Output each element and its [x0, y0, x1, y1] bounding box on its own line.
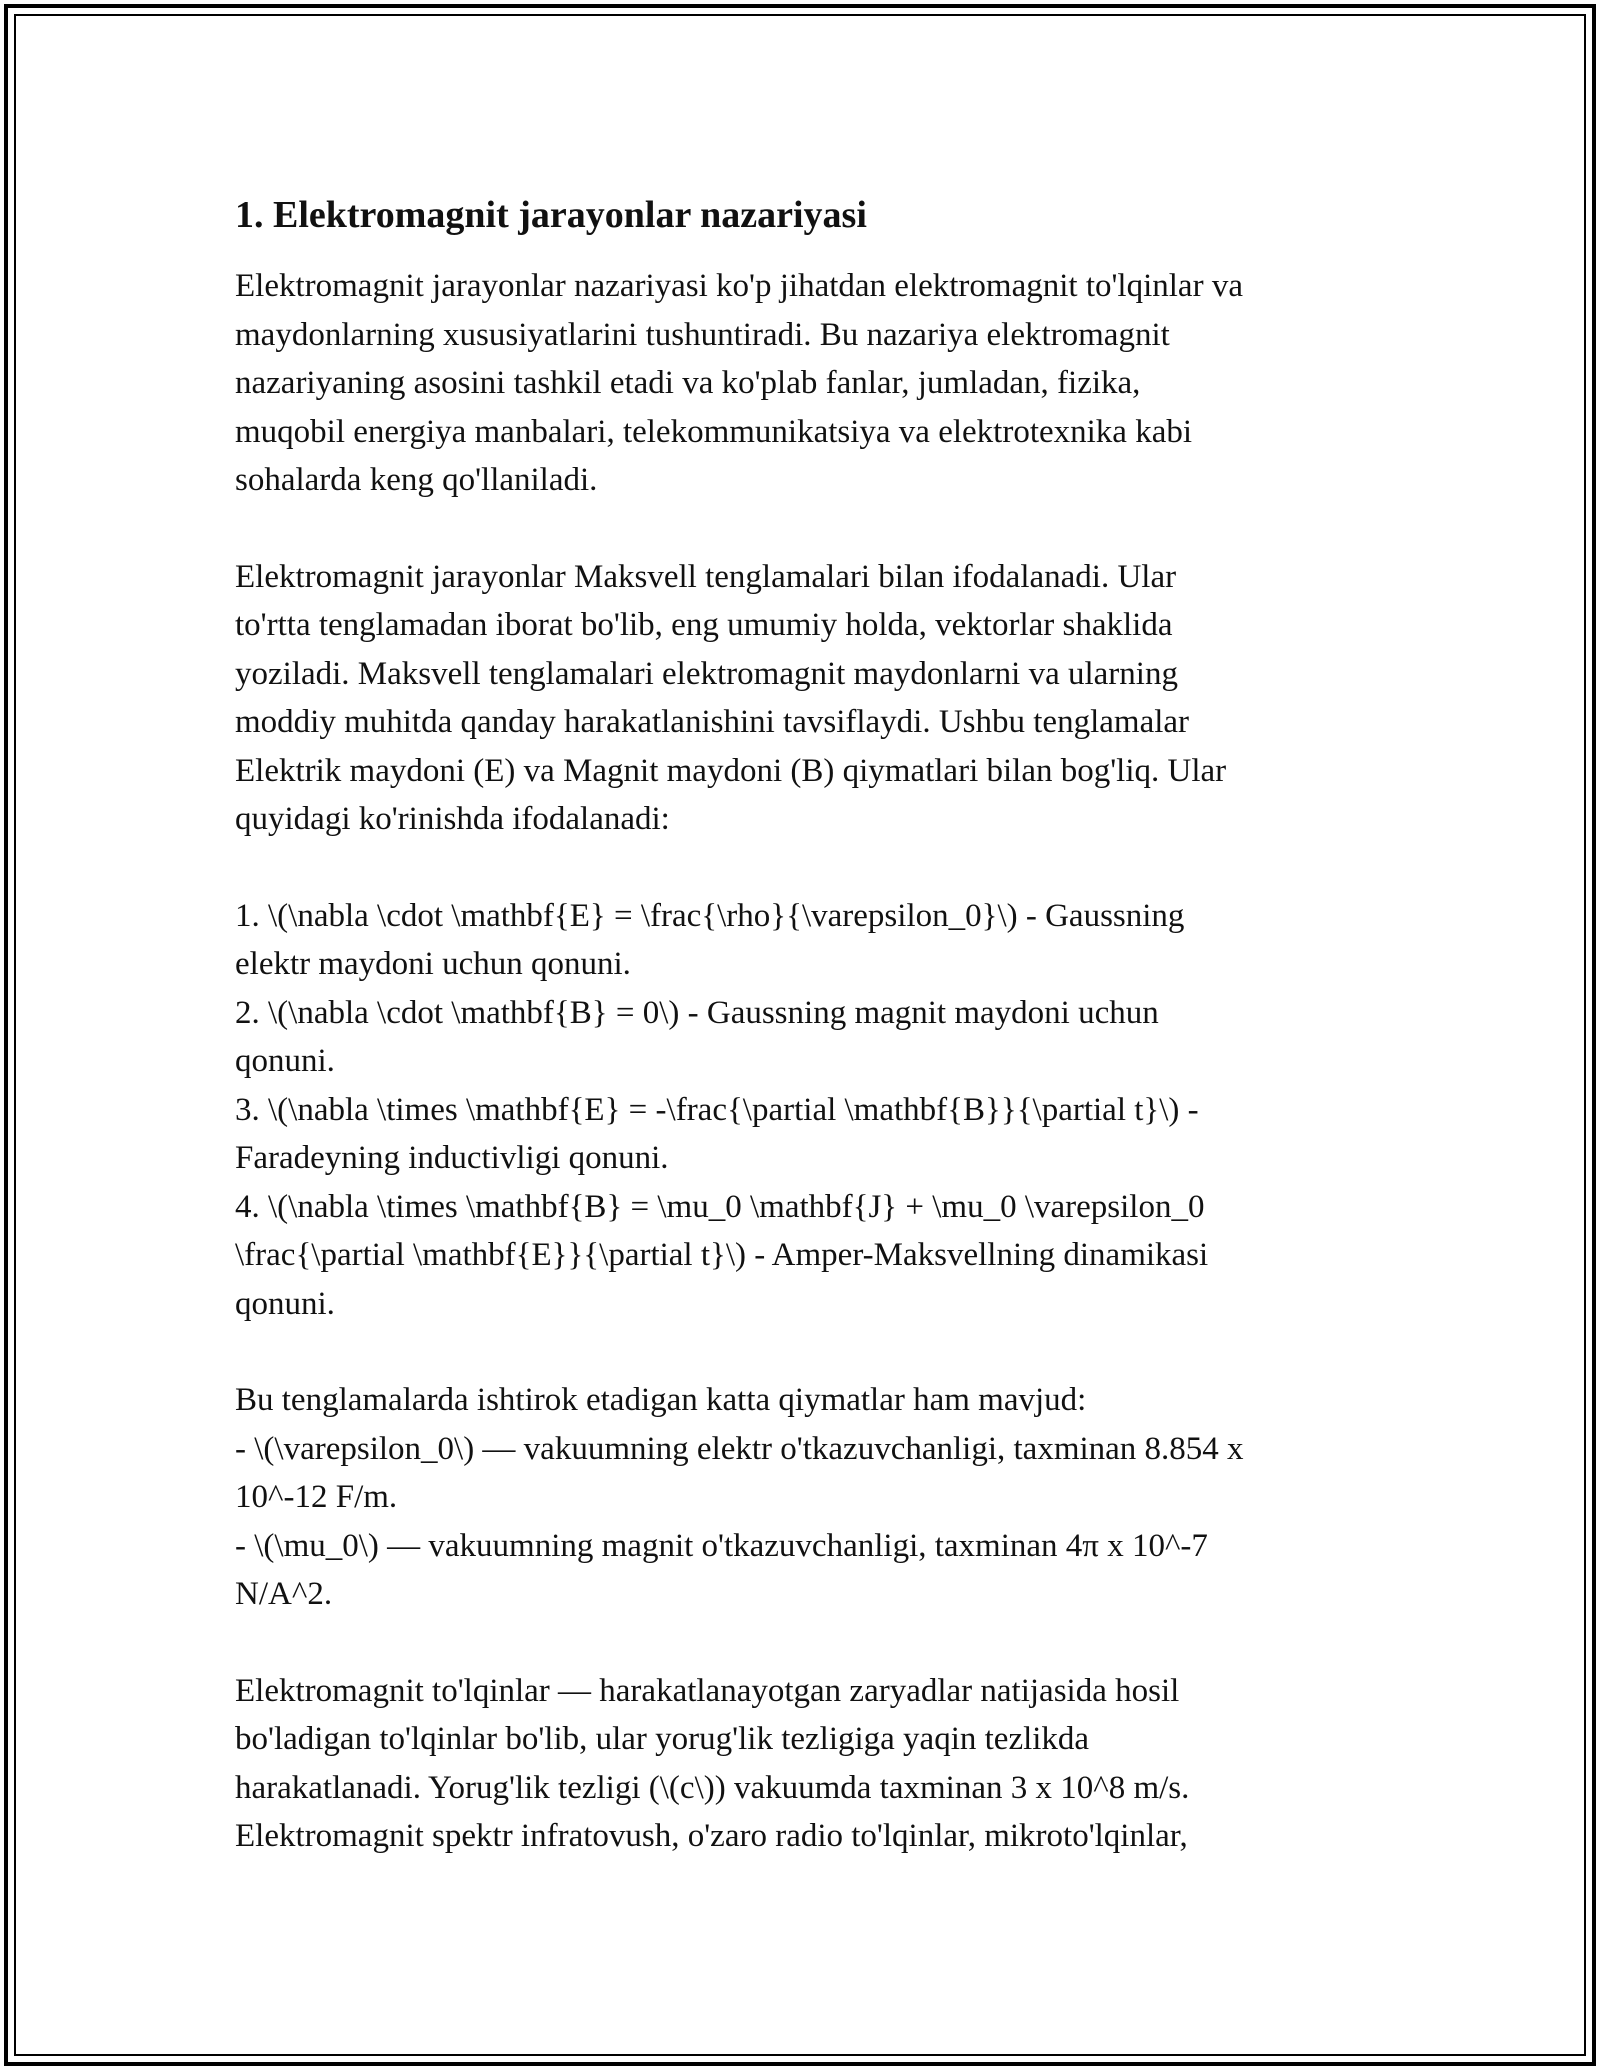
text-line: Faradeyning inductivligi qonuni.	[235, 1140, 669, 1176]
paragraph-intro	[235, 262, 1370, 505]
paragraph-maxwell	[235, 553, 1370, 844]
paragraph-waves	[235, 1667, 1370, 1861]
text-line: Elektromagnit jarayonlar nazariyasi ko'p jihatdan elektromagnit to'lqinlar va	[235, 268, 1243, 304]
text-line: bo'ladigan to'lqinlar bo'lib, ular yorug'lik tezligiga yaqin tezlikda	[235, 1721, 1090, 1757]
text-line: sohalarda keng qo'llaniladi.	[235, 462, 598, 498]
paragraph-equations	[235, 892, 1370, 1329]
text-line: yoziladi. Maksvell tenglamalari elektromagnit maydonlarni va ularning	[235, 655, 1178, 692]
text-line: Elektromagnit spektr infratovush, o'zaro radio to'lqinlar, mikroto'lqinlar,	[235, 1818, 1188, 1854]
text-line: nazariyaning asosini tashkil etadi va ko'plab fanlar, jumladan, fizika,	[235, 365, 1141, 401]
text-line: Elektromagnit to'lqinlar — harakatlanayotgan zaryadlar natijasida hosil	[235, 1672, 1180, 1709]
text-line: 1. \(\nabla \cdot \mathbf{E} = \frac{\rho}{\varepsilon_0}\) - Gaussning	[235, 897, 1185, 934]
text-line: maydonlarning xususiyatlarini tushuntiradi. Bu nazariya elektromagnit	[235, 316, 1170, 353]
text-line: Bu tenglamalarda ishtirok etadigan katta qiymatlar ham mavjud:	[235, 1382, 1087, 1418]
text-line: 3. \(\nabla \times \mathbf{E} = -\frac{\partial \mathbf{B}}{\partial t}\) -	[235, 1091, 1199, 1128]
text-line: moddiy muhitda qanday harakatlanishini tavsiflaydi. Ushbu tenglamalar	[235, 704, 1190, 740]
text-line: harakatlanadi. Yorug'lik tezligi (\(c\)) vakuumda taxminan 3 x 10^8 m/s.	[235, 1769, 1190, 1806]
text-line: 10^-12 F/m.	[235, 1479, 398, 1515]
paragraph-constants	[235, 1376, 1370, 1619]
text-line: Elektrik maydoni (E) va Magnit maydoni (B) qiymatlari bilan bog'liq. Ular	[235, 752, 1227, 789]
text-line: \frac{\partial \mathbf{E}}{\partial t}\) - Amper-Maksvellning dinamikasi	[235, 1237, 1209, 1273]
document-body	[235, 188, 1370, 1909]
text-line: N/A^2.	[235, 1576, 333, 1612]
text-line: - \(\varepsilon_0\) — vakuumning elektr o'tkazuvchanligi, taxminan 8.854 x	[235, 1430, 1244, 1467]
text-line: muqobil energiya manbalari, telekommunikatsiya va elektrotexnika kabi	[235, 413, 1193, 450]
text-line: quyidagi ko'rinishda ifodalanadi:	[235, 801, 670, 837]
text-line: qonuni.	[235, 1043, 335, 1079]
section-heading: 1. Elektromagnit jarayonlar nazariyasi	[235, 194, 867, 236]
text-line: elektr maydoni uchun qonuni.	[235, 946, 631, 982]
text-line: 4. \(\nabla \times \mathbf{B} = \mu_0 \mathbf{J} + \mu_0 \varepsilon_0	[235, 1188, 1205, 1225]
text-line: to'rtta tenglamadan iborat bo'lib, eng umumiy holda, vektorlar shaklida	[235, 607, 1173, 643]
text-line: Elektromagnit jarayonlar Maksvell tenglamalari bilan ifodalanadi. Ular	[235, 558, 1177, 595]
text-line: qonuni.	[235, 1285, 335, 1322]
text-line: - \(\mu_0\) — vakuumning magnit o'tkazuvchanligi, taxminan 4π x 10^-7	[235, 1527, 1208, 1564]
text-line: 2. \(\nabla \cdot \mathbf{B} = 0\) - Gaussning magnit maydoni uchun	[235, 994, 1159, 1031]
